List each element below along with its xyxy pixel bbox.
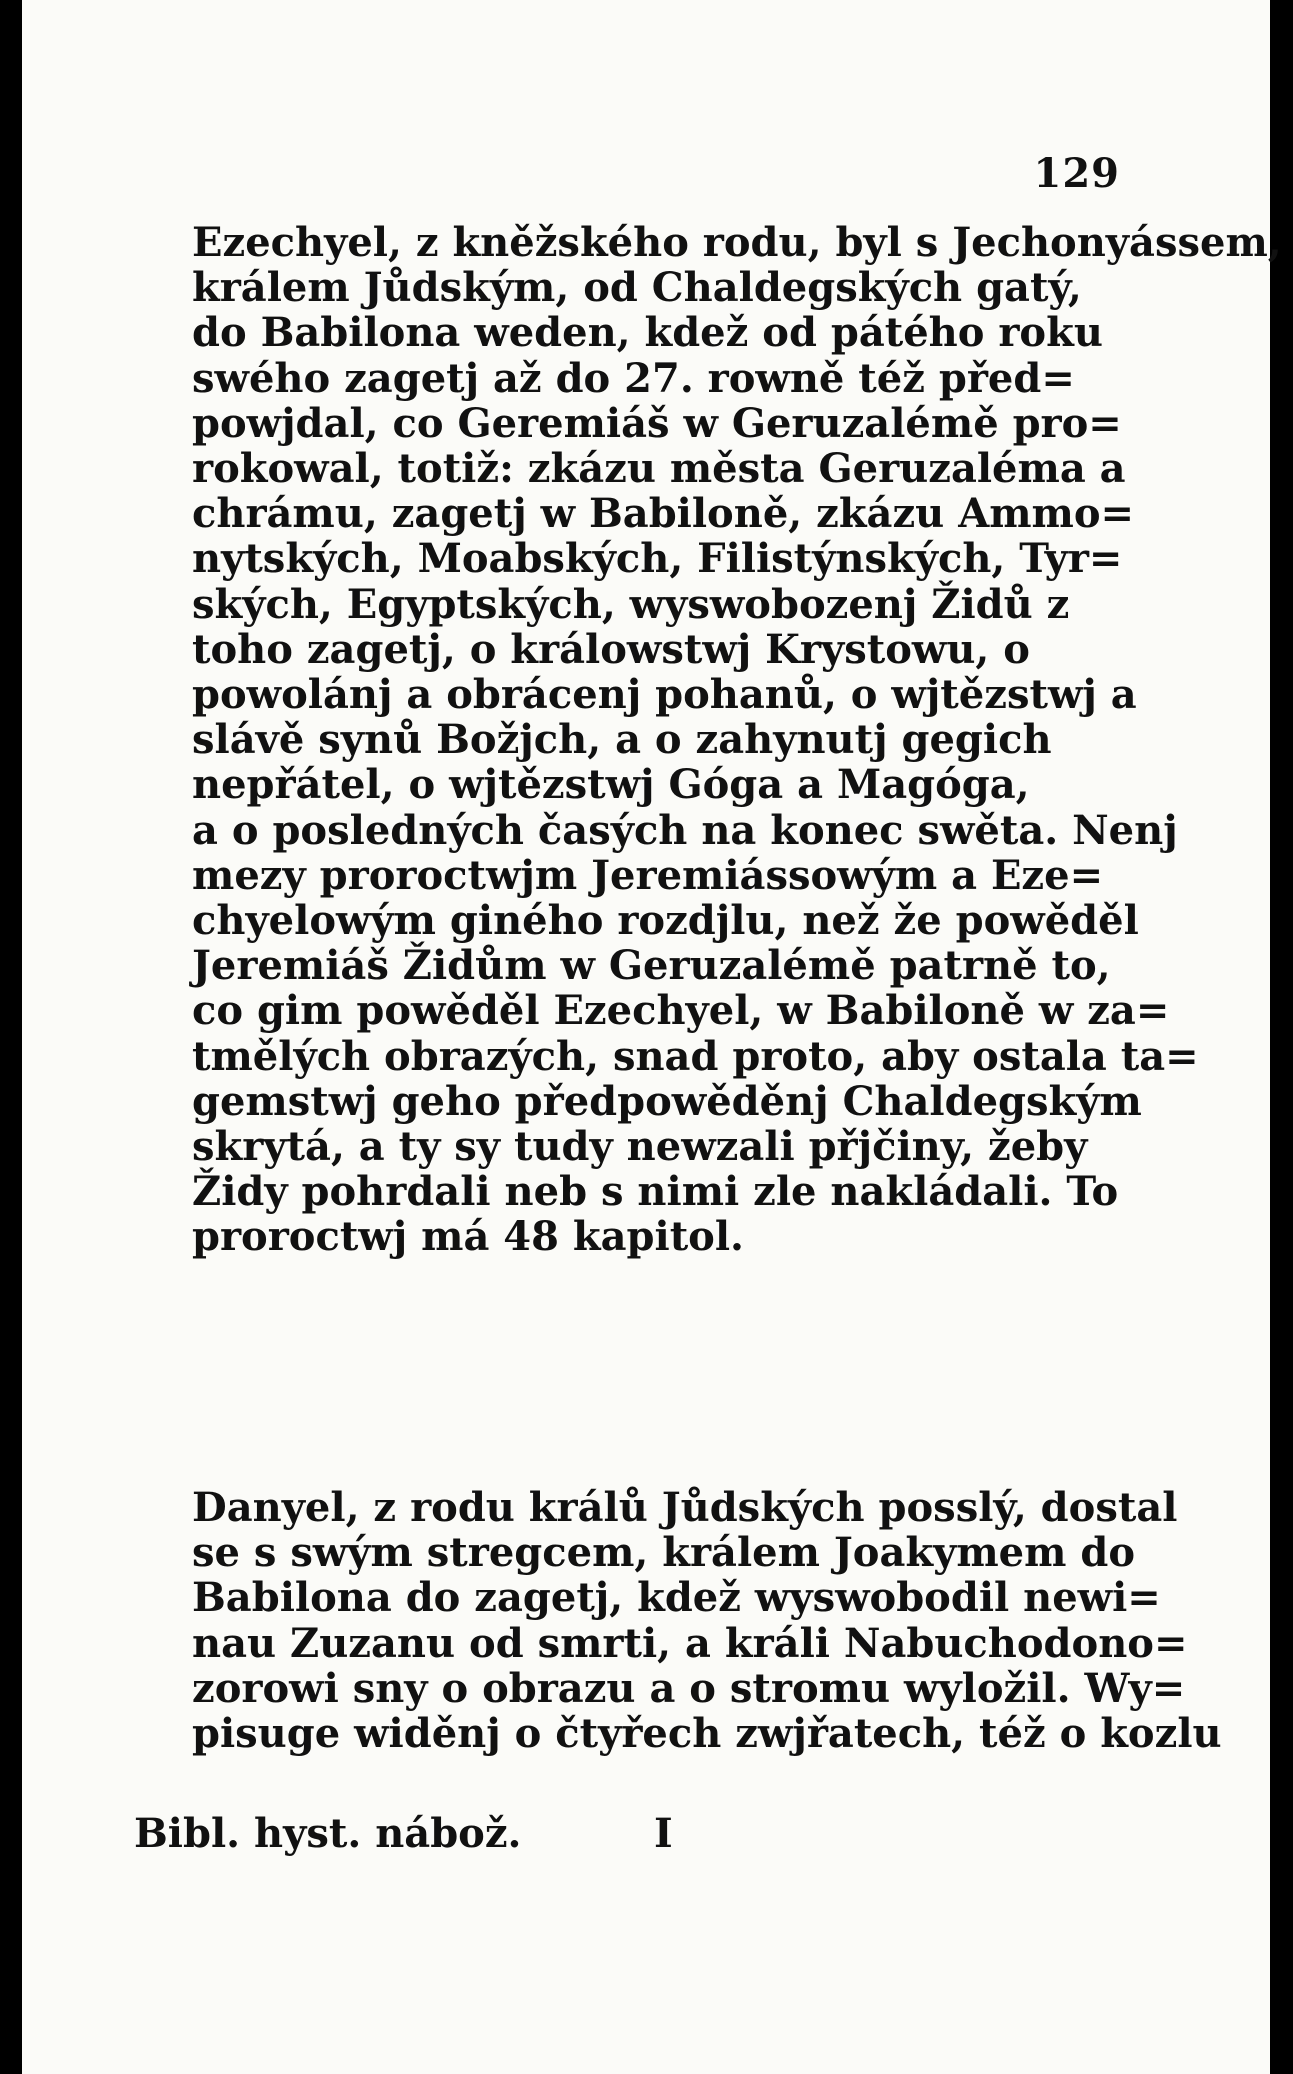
text-line: tmělých obrazých, snad proto, aby ostala ta= (192, 1032, 1199, 1080)
text-line: Babilona do zagetj, kdež wyswobodil newi= (192, 1574, 1161, 1622)
book-page (22, 0, 1282, 2074)
paragraph-ezechyel (192, 219, 1282, 1261)
text-line: toho zagetj, o králowstwj Krystowu, o (192, 625, 1030, 673)
text-line: ských, Egyptských, wyswobozenj Židů z (192, 580, 1070, 628)
text-line: swého zagetj až do 27. rowně též před= (192, 354, 1075, 402)
text-line: nytských, Moabských, Filistýnských, Tyr= (192, 535, 1123, 583)
text-line: pisuge widěnj o čtyřech zwjřatech, též o kozlu (192, 1710, 1222, 1758)
text-line: proroctwj má 48 kapitol. (192, 1213, 744, 1261)
text-line: slávě synů Božjch, a o zahynutj gegich (192, 716, 1052, 764)
text-line: powjdal, co Geremiáš w Geruzalémě pro= (192, 399, 1122, 447)
page-footer (134, 1810, 1114, 1857)
text-line: nepřátel, o wjtězstwj Góga a Magóga, (192, 761, 1030, 809)
text-line: a o posledných časých na konec swěta. Nenj (192, 806, 1178, 854)
text-line: rokowal, totiž: zkázu města Geruzaléma a (192, 445, 1126, 493)
text-line: powolánj a obrácenj pohanů, o wjtězstwj a (192, 671, 1137, 719)
text-line: Ezechyel, z kněžského rodu, byl s Jechonyássem, (192, 219, 1282, 266)
text-line: Židy pohrdali neb s nimi zle nakládali. To (192, 1168, 1119, 1216)
text-line: mezy proroctwjm Jeremiássowým a Eze= (192, 851, 1104, 899)
text-line: do Babilona weden, kdež od pátého roku (192, 309, 1103, 357)
paragraph-danyel (192, 1484, 1222, 1758)
text-line: chrámu, zagetj w Babiloně, zkázu Ammo= (192, 490, 1135, 538)
text-line: zorowi sny o obrazu a o stromu wyložil. Wy= (192, 1664, 1186, 1712)
page-number: 129 (1033, 150, 1120, 197)
text-line: Danyel, z rodu králů Jůdských posslý, dostal (192, 1484, 1178, 1531)
text-line: nau Zuzanu od smrti, a králi Nabuchodono= (192, 1619, 1188, 1667)
running-title: Bibl. hyst. nábož. (134, 1810, 522, 1857)
text-line: králem Jůdským, od Chaldegských gatý, (192, 264, 1082, 312)
text-line: co gim powěděl Ezechyel, w Babiloně w za= (192, 987, 1170, 1035)
text-line: chyelowým giného rozdjlu, než že powěděl (192, 897, 1139, 945)
text-line: skrytá, a ty sy tudy newzali přjčiny, žeby (192, 1123, 1088, 1171)
text-line: gemstwj geho předpowěděnj Chaldegským (192, 1077, 1142, 1125)
text-line: Jeremiáš Židům w Geruzalémě patrně to, (192, 942, 1111, 990)
signature-mark: I (654, 1810, 673, 1857)
text-line: se s swým stregcem, králem Joakymem do (192, 1529, 1136, 1577)
